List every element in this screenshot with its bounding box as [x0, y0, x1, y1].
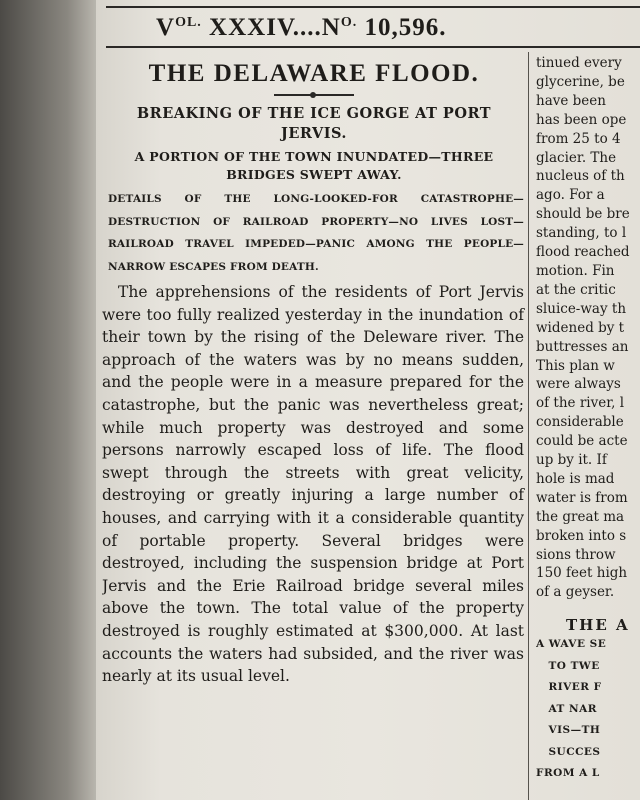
adjacent-headline: THE A: [566, 616, 630, 635]
no-superscript: O.: [340, 15, 358, 30]
main-article-column: [102, 54, 526, 800]
masthead-bottom-rule: [106, 46, 640, 48]
headline-dash-rule: [274, 94, 354, 96]
article-subhead-1: BREAKING OF THE ICE GORGE AT PORT JERVIS.: [136, 105, 492, 142]
vol-prefix: V: [156, 14, 176, 41]
article-headline: THE DELAWARE FLOOD.: [148, 60, 480, 87]
adjacent-article-column: [536, 54, 640, 800]
page-fold-shadow: [0, 0, 96, 800]
adjacent-article-text: tinued every glycerine, be have been has been ope from 25 to 4 glacier. The nucleus of th ago. For a should be bre standing, to l flood reached motion. Fin at the critic sluice-way th widened by t buttresses an This plan w were always of the river, l considerable could be acte up by it. If hole is mad water is from the great ma broken into s sions throw 150 feet high of a geyser.: [536, 55, 630, 601]
masthead-volume-line: [156, 14, 556, 42]
vol-number: XXXIV....N: [209, 14, 341, 41]
article-body: The apprehensions of the residents of Port Jervis were too fully realized yesterday in the inundation of their town by the rising of the Deleware river. The approach of the waters was by no means sudden, and the people were in a measure prepared for the catastrophe, but the panic was nevertheless great; while much property was destroyed and some persons narrowly escaped loss of life. The flood swept through the streets with great velicity, destroying or greatly injuring a large number of houses, and carrying with it a considerable quantity of portable property. Several bridges were destroyed, including the suspension bridge at Port Jervis and the Erie Railroad bridge several miles above the town. The total value of the property destroyed is roughly estimated at $300,000. At last accounts the waters had subsided, and the river was nearly at its usual level.: [102, 283, 524, 686]
article-subhead-3: DETAILS OF THE LONG-LOOKED-FOR CATASTROPHE—DESTRUCTION OF RAILROAD PROPERTY—NO LIVES LOST—RAILROAD TRAVEL IMPEDED—PANIC AMONG THE PEOPLE—NARROW ESCAPES FROM DEATH.: [108, 193, 524, 273]
adjacent-subhead: A WAVE SE TO TWE RIVER F AT NAR VIS—TH SUCCES FROM A L: [536, 638, 607, 780]
vol-superscript: OL.: [175, 15, 202, 30]
article-subhead-2: A PORTION OF THE TOWN INUNDATED—THREE BRIDGES SWEPT AWAY.: [134, 149, 494, 182]
newspaper-page: [96, 0, 640, 800]
issue-number: 10,596.: [364, 14, 447, 41]
top-rule: [106, 6, 640, 8]
column-separator: [528, 52, 529, 800]
